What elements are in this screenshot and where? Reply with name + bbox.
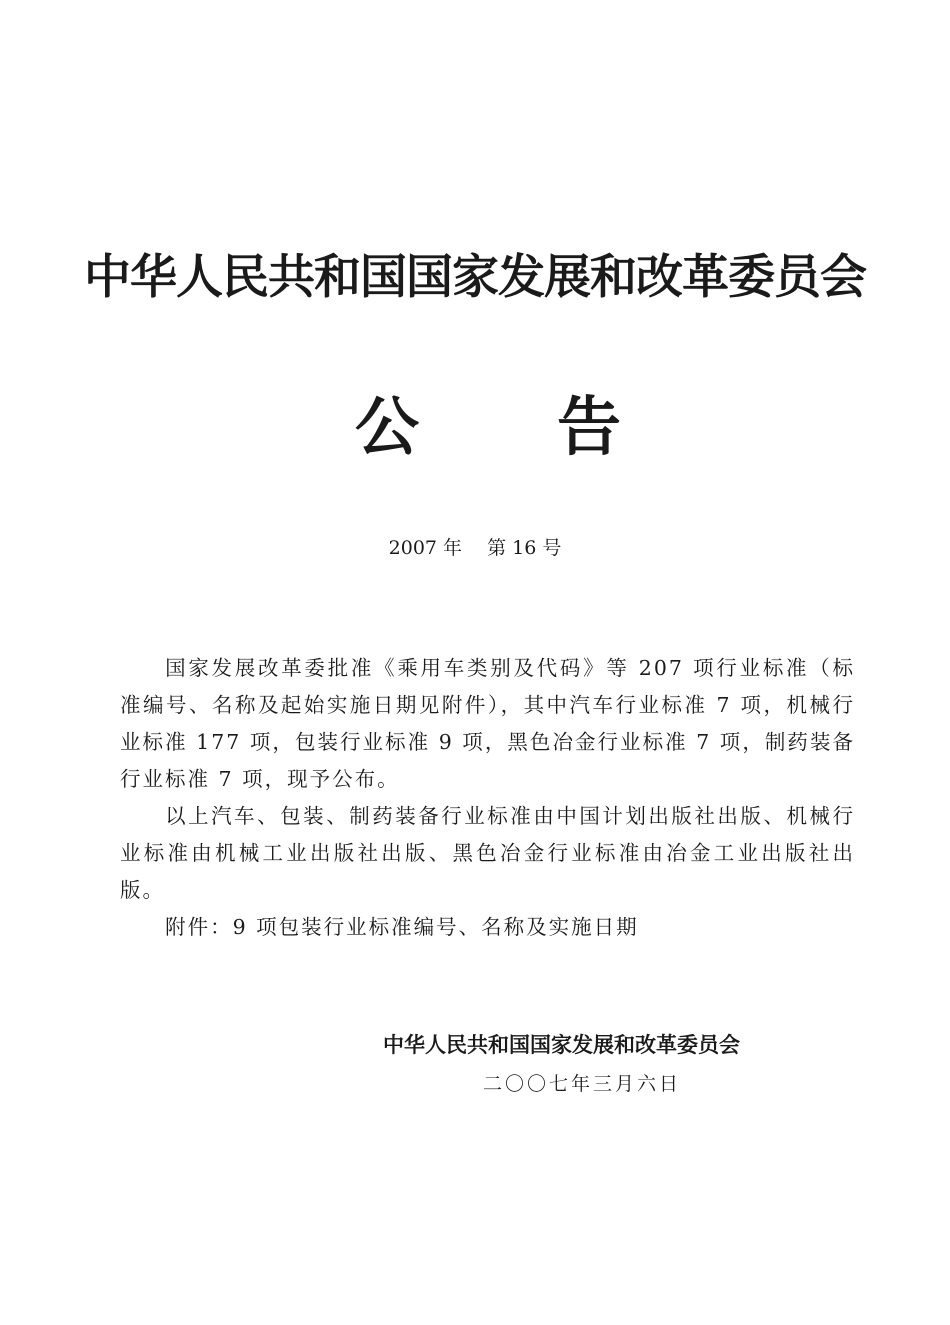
document-number: 2007 年 第 16 号: [388, 537, 562, 559]
announcement-heading-char-2: 告: [557, 390, 621, 465]
issuer-signature: 中华人民共和国国家发展和改革委员会: [383, 1033, 740, 1057]
announcement-body: [120, 650, 855, 946]
organization-title: 中华人民共和国国家发展和改革委员会: [84, 250, 866, 305]
body-paragraph-1: 国家发展改革委批准《乘用车类别及代码》等 207 项行业标准（标准编号、名称及起始实施日期见附件），其中汽车行业标准 7 项，机械行业标准 177 项，包装行业标准 9 项，黑色冶金行业标准 7 项，制药装备行业标准 7 项，现予公布。: [120, 656, 855, 791]
announcement-heading-char-1: 公: [355, 390, 419, 465]
announcement-heading: [355, 388, 635, 468]
body-paragraph-2: 以上汽车、包装、制药装备行业标准由中国计划出版社出版、机械行业标准由机械工业出版社出版、黑色冶金行业标准由冶金工业出版社出版。: [120, 804, 855, 902]
attachment-note: 附件：9 项包装行业标准编号、名称及实施日期: [165, 915, 639, 939]
issue-date: 二〇〇七年三月六日: [483, 1073, 682, 1095]
